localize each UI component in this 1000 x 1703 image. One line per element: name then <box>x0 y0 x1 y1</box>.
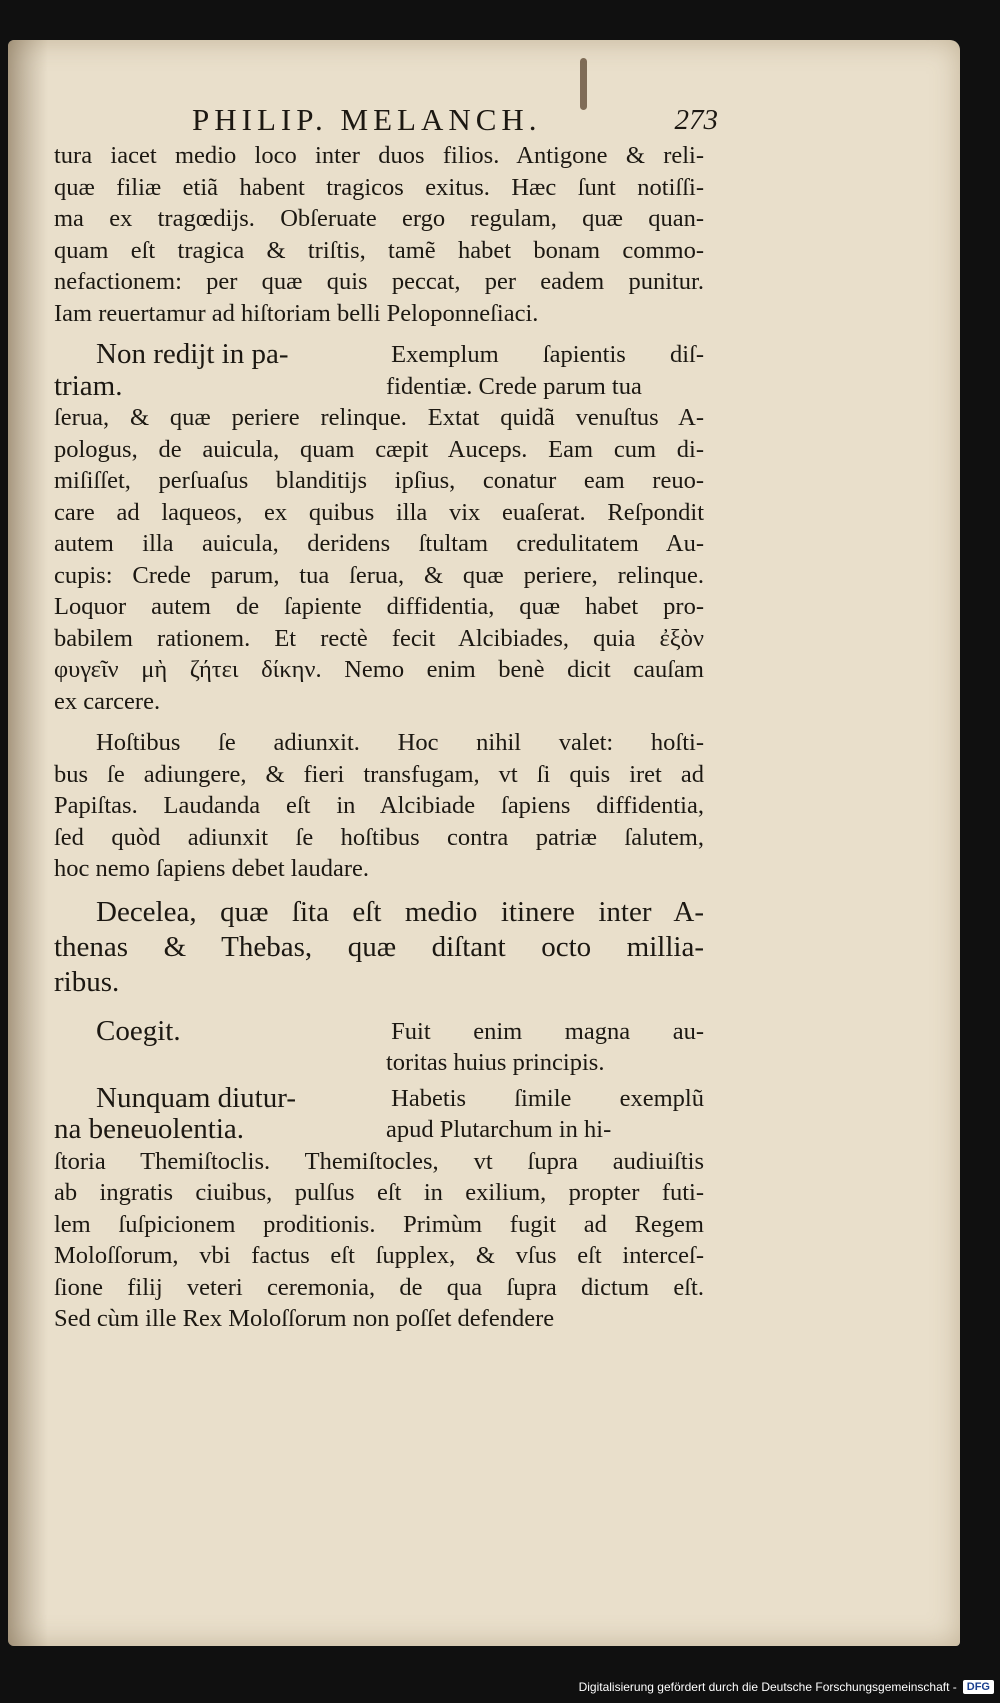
text-line: φυγεῖν μὴ ζήτει δίκην. Nemo enim benè dicit cauſam <box>54 656 704 683</box>
text-line: hoc nemo ſapiens debet laudare. <box>54 855 369 882</box>
sidenote-row <box>54 1114 704 1146</box>
text-line: Moloſſorum, vbi factus eſt ſupplex, & vſus eſt interceſ- <box>54 1242 704 1269</box>
text-line: quam eſt tragica & triſtis, tamẽ habet bonam commo- <box>54 236 704 264</box>
lemma-text: na beneuolentia. <box>54 1113 245 1145</box>
text-line: Decelea, quæ ſita eſt medio itinere inter A- <box>96 895 704 928</box>
text-line: ſione filij veteri ceremonia, de qua ſupra dictum eſt. <box>54 1273 704 1301</box>
text-line: ſed quòd adiunxit ſe hoſtibus contra patriæ ſalutem, <box>54 823 704 851</box>
lemma-text: Nunquam diutur- <box>96 1081 296 1114</box>
commentary-text: apud Plutarchum in hi- <box>386 1116 612 1143</box>
lemma-text: triam. <box>54 369 123 402</box>
sidenote-section-1 <box>54 339 704 402</box>
commentary-text: Fuit enim magna au- <box>391 1017 704 1045</box>
sidenote-section-3 <box>54 1083 704 1146</box>
text-line: quæ filiæ etiã habent tragicos exitus. Hæc ſunt notiſſi- <box>54 173 704 201</box>
paragraph-4 <box>54 895 704 1000</box>
lemma-text: Coegit. <box>96 1014 181 1047</box>
sidenote-section-2 <box>54 1016 704 1079</box>
commentary-text: Habetis ſimile exemplũ <box>391 1084 704 1112</box>
running-title: PHILIP. MELANCH. <box>192 102 542 137</box>
text-block <box>54 140 704 1335</box>
text-line: nefactionem: per quæ quis peccat, per eadem punitur. <box>54 268 704 295</box>
commentary-text: toritas huius principis. <box>386 1049 605 1076</box>
text-line: Hoſtibus ſe adiunxit. Hoc nihil valet: hoſti- <box>96 729 704 756</box>
paragraph-3 <box>54 727 704 885</box>
book-page <box>8 40 960 1646</box>
commentary-text: fidentiæ. Crede parum tua <box>386 372 642 400</box>
sidenote-row <box>54 1083 704 1115</box>
text-line: babilem rationem. Et rectè fecit Alcibiades, quia ἐξὸν <box>54 624 704 652</box>
sidenote-row <box>54 1047 704 1079</box>
sidenote-row <box>54 1016 704 1048</box>
text-line: care ad laqueos, ex quibus illa vix euaſerat. Reſpondit <box>54 498 704 526</box>
text-line: Loquor autem de ſapiente diffidentia, quæ habet pro- <box>54 593 704 620</box>
sidenote-row <box>54 371 704 403</box>
text-line: ribus. <box>54 965 120 998</box>
text-line: ex carcere. <box>54 687 161 715</box>
commentary-text: Exemplum ſapientis diſ- <box>391 341 704 368</box>
text-line: ſtoria Themiſtoclis. Themiſtocles, vt ſupra audiuiſtis <box>54 1147 704 1175</box>
text-line: miſiſſet, perſuaſus blanditijs ipſius, conatur eam reuo- <box>54 467 704 494</box>
paragraph-2 <box>54 402 704 717</box>
text-line: tura iacet medio loco inter duos filios. Antigone & reli- <box>54 142 704 169</box>
text-line: autem illa auicula, deridens ſtultam credulitatem Au- <box>54 530 704 557</box>
text-line: Iam reuertamur ad hiſtoriam belli Peloponneſiaci. <box>54 299 539 327</box>
dfg-logo: DFG <box>963 1680 994 1694</box>
lemma-text: Non redijt in pa- <box>96 338 289 370</box>
paragraph-1 <box>54 140 704 329</box>
text-line: ab ingratis ciuibus, pulſus eſt in exilium, propter futi- <box>54 1179 704 1206</box>
page-number: 273 <box>674 104 718 136</box>
paragraph-5 <box>54 1146 704 1335</box>
text-line: cupis: Crede parum, tua ſerua, & quæ periere, relinque. <box>54 561 704 589</box>
text-line: thenas & Thebas, quæ diſtant octo millia- <box>54 930 704 963</box>
text-line: Sed cùm ille Rex Moloſſorum non poſſet defendere <box>54 1305 555 1332</box>
text-line: ſerua, & quæ periere relinque. Extat quidã venuſtus A- <box>54 404 704 431</box>
sidenote-row <box>54 339 704 371</box>
funding-credit: Digitalisierung gefördert durch die Deutsche Forschungsgemeinschaft - <box>578 1680 957 1694</box>
text-line: bus ſe adiungere, & fieri transfugam, vt ſi quis iret ad <box>54 760 704 788</box>
text-line: ma ex tragœdijs. Obſeruate ergo regulam, quæ quan- <box>54 205 704 232</box>
text-line: pologus, de auicula, quam cæpit Auceps. Eam cum di- <box>54 435 704 463</box>
text-line: Papiſtas. Laudanda eſt in Alcibiade ſapiens diffidentia, <box>54 792 704 819</box>
digitization-footer <box>579 1677 994 1697</box>
lemma-text <box>54 1047 354 1079</box>
text-line: lem ſuſpicionem proditionis. Primùm fugit ad Regem <box>54 1210 704 1238</box>
